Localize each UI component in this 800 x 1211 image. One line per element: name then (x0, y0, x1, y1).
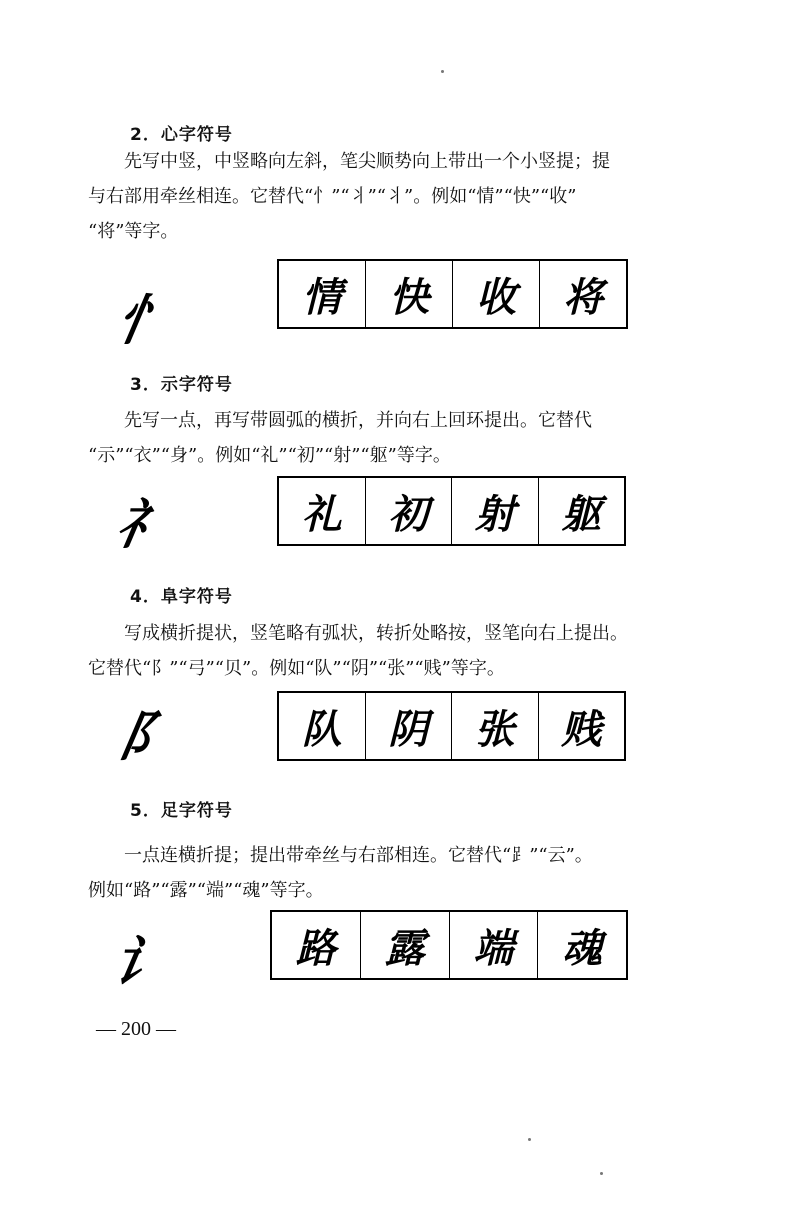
example-char-row (277, 476, 626, 546)
section-heading: 5．足字符号 (130, 801, 233, 821)
example-char-cell: 阴 (366, 693, 453, 759)
paragraph-line: 例如“路”“露”“端”“魂”等字。 (88, 880, 324, 901)
example-char-cell: 贱 (561, 705, 602, 753)
scan-speck (528, 1138, 531, 1141)
xin-radical-symbol: 忄 (111, 288, 178, 352)
page-number: — 200 — (96, 1018, 176, 1040)
example-char-row (277, 259, 628, 329)
shi-radical-symbol: 礻 (111, 492, 178, 556)
example-char-cell: 路 (272, 912, 361, 978)
section-paragraph (88, 838, 698, 908)
example-char-cell: 端 (450, 912, 539, 978)
example-char-cell: 将 (563, 273, 603, 321)
scan-speck (600, 1172, 603, 1175)
scan-speck (441, 70, 444, 73)
example-char-cell: 魂 (562, 924, 603, 972)
fu-radical-symbol: 阝 (113, 704, 180, 768)
section-heading: 3．示字符号 (130, 375, 233, 395)
example-char-row (277, 691, 626, 761)
example-char-cell: 张 (452, 693, 539, 759)
example-char-cell: 队 (279, 693, 366, 759)
paragraph-line: 写成横折提状，竖笔略有弧状，转折处略按，竖笔向右上提出。 (124, 623, 628, 644)
paragraph-line: 一点连横折提；提出带牵丝与右部相连。它替代“⻊”“云”。 (124, 845, 593, 866)
paragraph-line: “将”等字。 (88, 221, 179, 242)
example-char-cell: 情 (279, 261, 366, 327)
paragraph-line: 先写一点，再写带圆弧的横折，并向右上回环提出。它替代 (124, 410, 592, 431)
example-char-cell: 露 (361, 912, 450, 978)
example-char-cell: 礼 (279, 478, 366, 544)
section-heading: 4．阜字符号 (130, 587, 233, 607)
zu-radical-symbol: 讠 (107, 930, 174, 994)
section-paragraph (88, 616, 698, 686)
paragraph-line: 与右部用牵丝相连。它替代“忄”“丬”“丬”。例如“情”“快”“收” (88, 186, 577, 207)
example-char-row (270, 910, 628, 980)
example-char-cell: 躯 (561, 490, 602, 538)
example-char-cell: 射 (452, 478, 539, 544)
example-char-cell: 收 (453, 261, 540, 327)
section-heading: 2．心字符号 (130, 125, 233, 145)
paragraph-line: “示”“衣”“身”。例如“礼”“初”“射”“躯”等字。 (88, 445, 451, 466)
paragraph-line: 它替代“阝”“弓”“贝”。例如“队”“阴”“张”“贱”等字。 (88, 658, 505, 679)
example-char-cell: 初 (366, 478, 453, 544)
example-char-cell: 快 (366, 261, 453, 327)
paragraph-line: 先写中竖，中竖略向左斜，笔尖顺势向上带出一个小竖提；提 (124, 151, 610, 172)
section-paragraph (88, 144, 698, 249)
section-paragraph (88, 403, 698, 473)
